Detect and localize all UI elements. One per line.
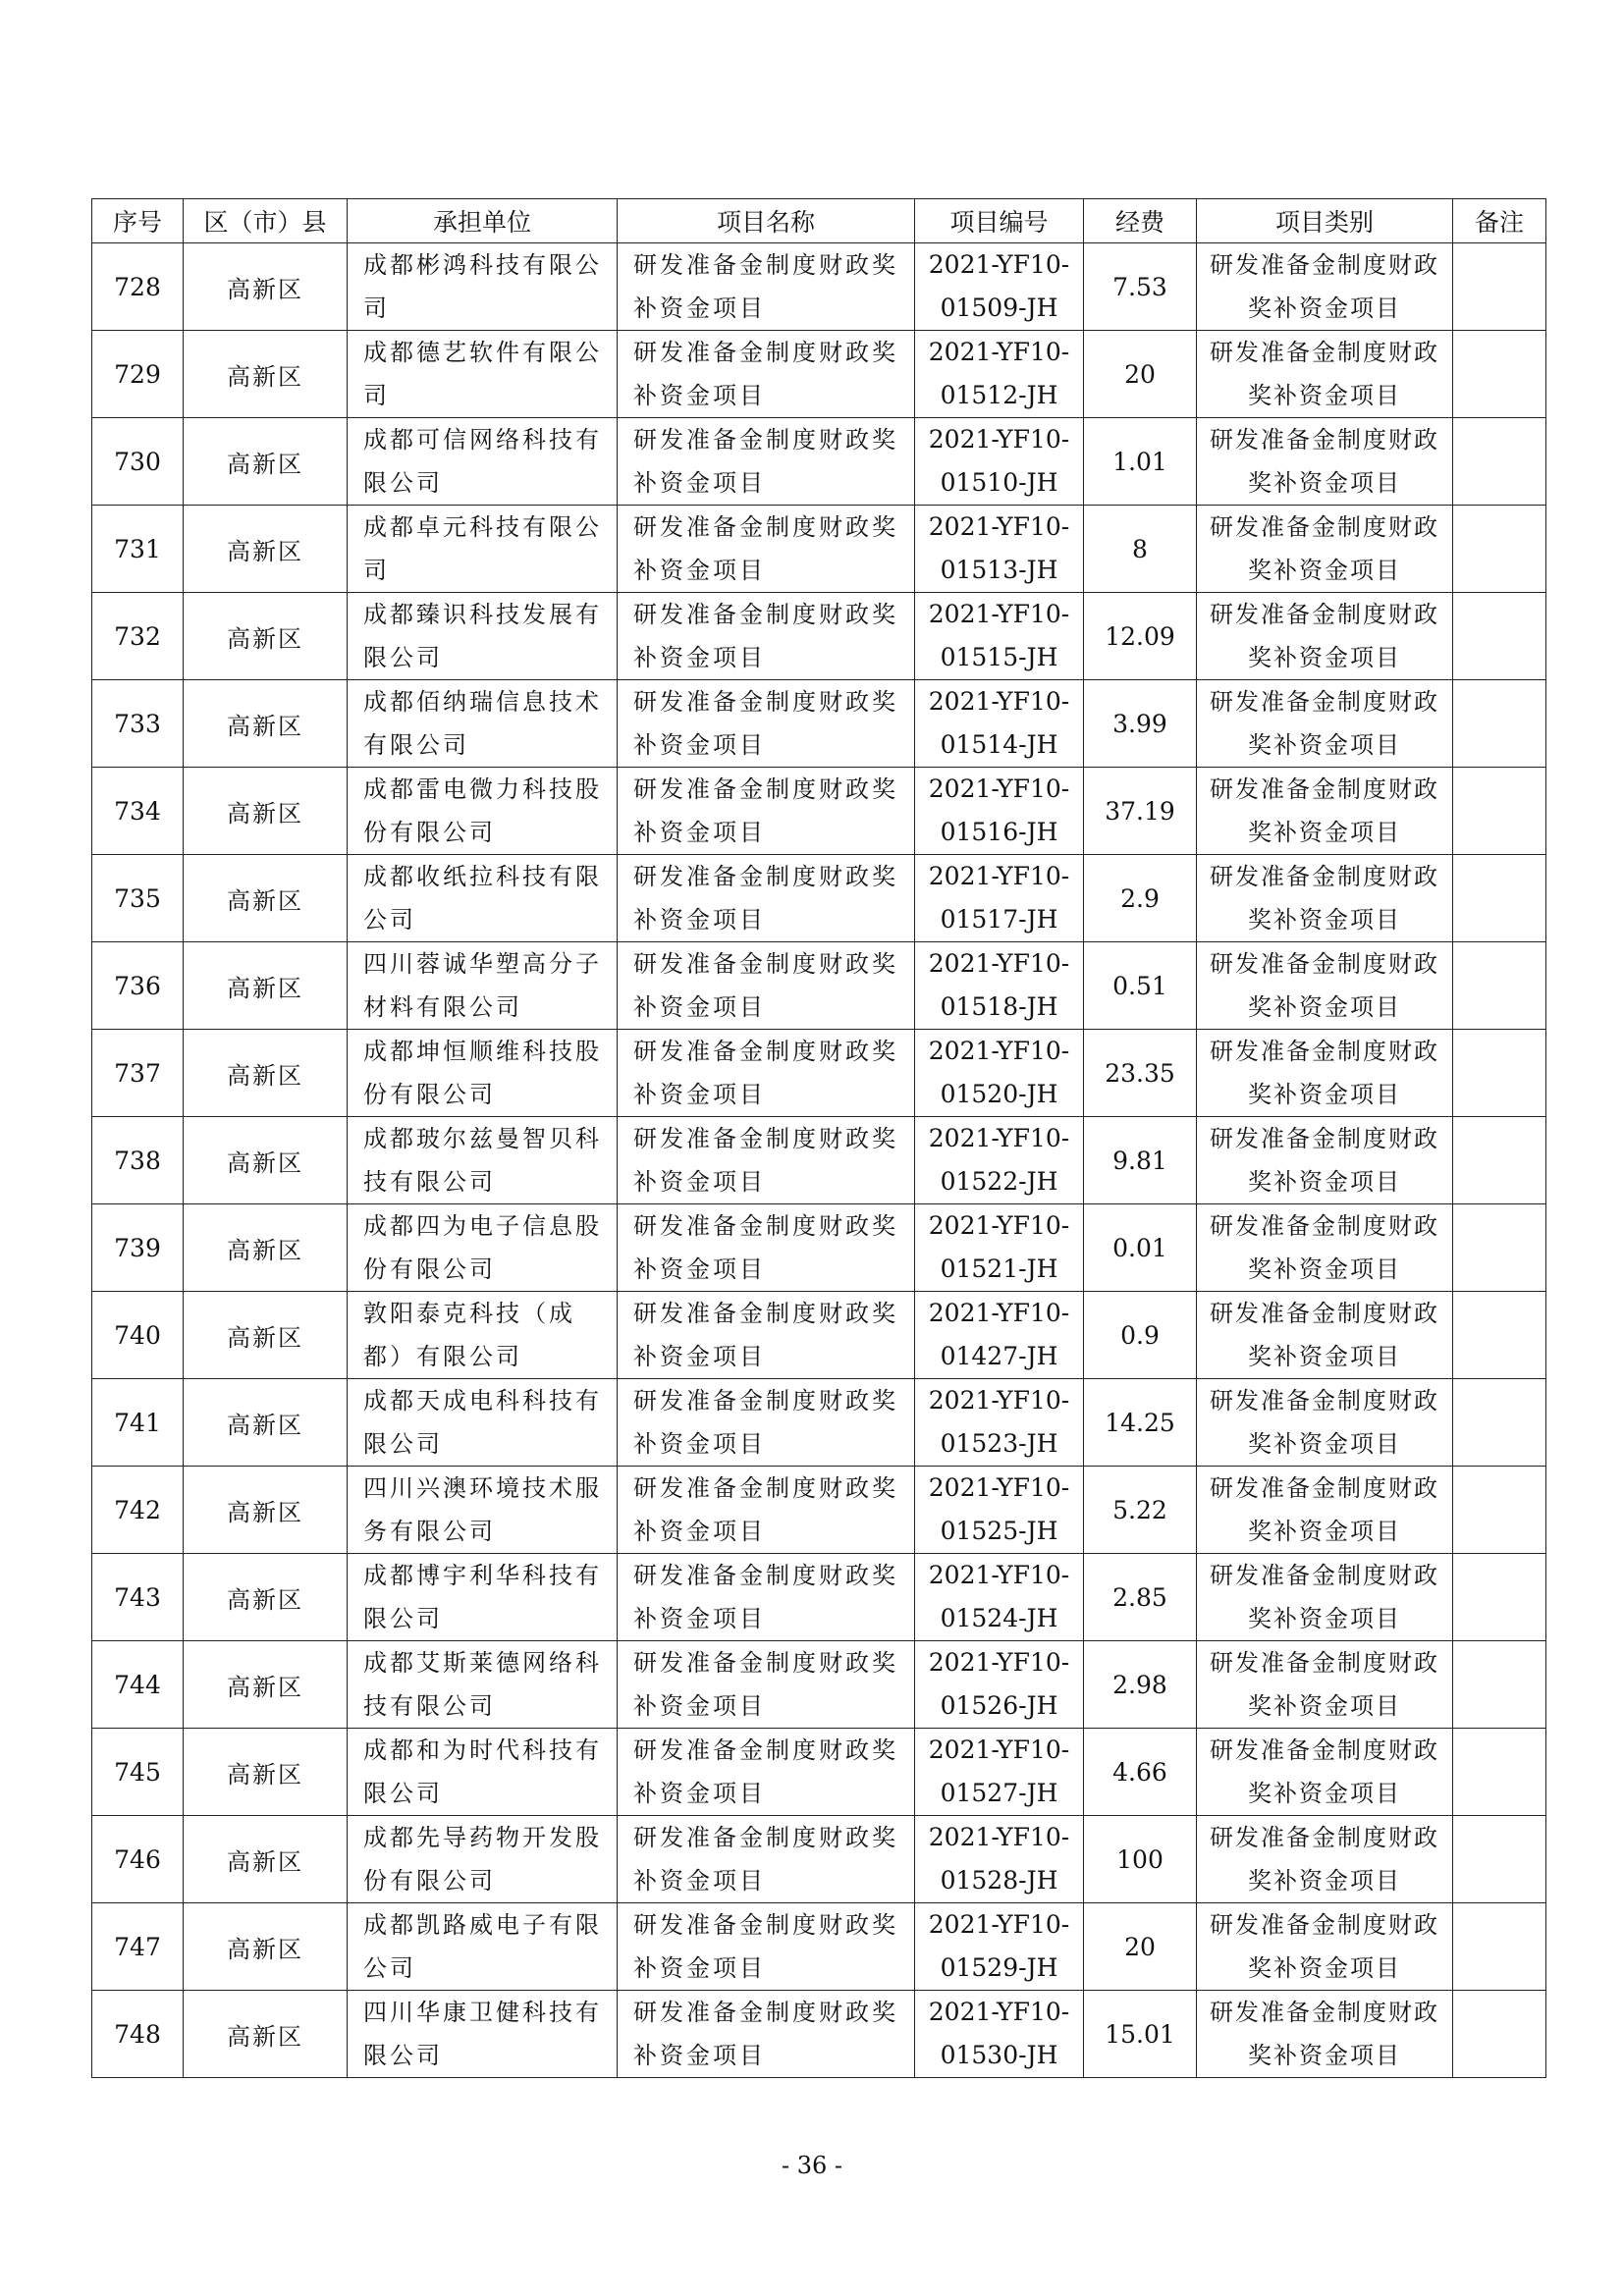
cell-project-name: 研发准备金制度财政奖补资金项目	[618, 593, 915, 680]
cell-serial: 728	[92, 243, 184, 331]
cell-unit: 四川蓉诚华塑高分子材料有限公司	[348, 942, 618, 1030]
header-note: 备注	[1453, 199, 1546, 243]
cell-serial: 734	[92, 768, 184, 855]
cell-fund: 2.85	[1084, 1554, 1197, 1641]
table-row	[92, 1467, 1546, 1554]
cell-unit: 成都坤恒顺维科技股份有限公司	[348, 1030, 618, 1117]
cell-project-code: 2021-YF10-01514-JH	[915, 680, 1084, 768]
table-row	[92, 331, 1546, 418]
cell-unit: 成都四为电子信息股份有限公司	[348, 1204, 618, 1292]
cell-category: 研发准备金制度财政奖补资金项目	[1197, 1467, 1453, 1554]
cell-district: 高新区	[184, 680, 348, 768]
table-row	[92, 1729, 1546, 1816]
cell-note	[1453, 1816, 1546, 1903]
cell-project-code: 2021-YF10-01527-JH	[915, 1729, 1084, 1816]
cell-category: 研发准备金制度财政奖补资金项目	[1197, 1641, 1453, 1729]
cell-unit: 成都艾斯莱德网络科技有限公司	[348, 1641, 618, 1729]
cell-serial: 739	[92, 1204, 184, 1292]
header-district: 区（市）县	[184, 199, 348, 243]
cell-category: 研发准备金制度财政奖补资金项目	[1197, 1991, 1453, 2078]
cell-project-name: 研发准备金制度财政奖补资金项目	[618, 1816, 915, 1903]
cell-district: 高新区	[184, 1641, 348, 1729]
cell-fund: 9.81	[1084, 1117, 1197, 1204]
cell-project-name: 研发准备金制度财政奖补资金项目	[618, 855, 915, 942]
table-row	[92, 418, 1546, 506]
header-row	[92, 199, 1546, 243]
cell-project-name: 研发准备金制度财政奖补资金项目	[618, 1467, 915, 1554]
cell-unit: 成都佰纳瑞信息技术有限公司	[348, 680, 618, 768]
cell-category: 研发准备金制度财政奖补资金项目	[1197, 1554, 1453, 1641]
cell-district: 高新区	[184, 593, 348, 680]
cell-district: 高新区	[184, 1467, 348, 1554]
cell-district: 高新区	[184, 1729, 348, 1816]
cell-category: 研发准备金制度财政奖补资金项目	[1197, 768, 1453, 855]
cell-note	[1453, 1467, 1546, 1554]
cell-note	[1453, 1117, 1546, 1204]
cell-district: 高新区	[184, 1379, 348, 1467]
cell-serial: 744	[92, 1641, 184, 1729]
cell-project-code: 2021-YF10-01517-JH	[915, 855, 1084, 942]
cell-unit: 敦阳泰克科技（成都）有限公司	[348, 1292, 618, 1379]
cell-project-code: 2021-YF10-01526-JH	[915, 1641, 1084, 1729]
cell-serial: 731	[92, 506, 184, 593]
cell-category: 研发准备金制度财政奖补资金项目	[1197, 331, 1453, 418]
cell-category: 研发准备金制度财政奖补资金项目	[1197, 1292, 1453, 1379]
cell-category: 研发准备金制度财政奖补资金项目	[1197, 1816, 1453, 1903]
cell-fund: 0.51	[1084, 942, 1197, 1030]
cell-fund: 14.25	[1084, 1379, 1197, 1467]
cell-project-code: 2021-YF10-01518-JH	[915, 942, 1084, 1030]
cell-serial: 732	[92, 593, 184, 680]
cell-project-code: 2021-YF10-01521-JH	[915, 1204, 1084, 1292]
cell-note	[1453, 1030, 1546, 1117]
table-row	[92, 506, 1546, 593]
cell-unit: 成都博宇利华科技有限公司	[348, 1554, 618, 1641]
cell-unit: 成都收纸拉科技有限公司	[348, 855, 618, 942]
cell-category: 研发准备金制度财政奖补资金项目	[1197, 1379, 1453, 1467]
cell-district: 高新区	[184, 506, 348, 593]
cell-fund: 12.09	[1084, 593, 1197, 680]
cell-note	[1453, 1292, 1546, 1379]
table-row	[92, 243, 1546, 331]
table-row	[92, 1292, 1546, 1379]
cell-project-name: 研发准备金制度财政奖补资金项目	[618, 418, 915, 506]
table-row	[92, 1991, 1546, 2078]
cell-unit: 成都彬鸿科技有限公司	[348, 243, 618, 331]
cell-project-name: 研发准备金制度财政奖补资金项目	[618, 1292, 915, 1379]
table-row	[92, 1030, 1546, 1117]
funding-table	[91, 198, 1546, 2078]
cell-category: 研发准备金制度财政奖补资金项目	[1197, 1117, 1453, 1204]
table-row	[92, 1117, 1546, 1204]
cell-district: 高新区	[184, 768, 348, 855]
table-row	[92, 1379, 1546, 1467]
cell-fund: 37.19	[1084, 768, 1197, 855]
cell-category: 研发准备金制度财政奖补资金项目	[1197, 1729, 1453, 1816]
cell-note	[1453, 1554, 1546, 1641]
cell-project-code: 2021-YF10-01520-JH	[915, 1030, 1084, 1117]
cell-unit: 四川兴澳环境技术服务有限公司	[348, 1467, 618, 1554]
cell-serial: 735	[92, 855, 184, 942]
cell-project-name: 研发准备金制度财政奖补资金项目	[618, 1729, 915, 1816]
cell-project-name: 研发准备金制度财政奖补资金项目	[618, 680, 915, 768]
cell-unit: 成都先导药物开发股份有限公司	[348, 1816, 618, 1903]
table-row	[92, 942, 1546, 1030]
cell-unit: 成都凯路威电子有限公司	[348, 1903, 618, 1991]
cell-district: 高新区	[184, 331, 348, 418]
cell-project-name: 研发准备金制度财政奖补资金项目	[618, 1204, 915, 1292]
cell-serial: 737	[92, 1030, 184, 1117]
cell-category: 研发准备金制度财政奖补资金项目	[1197, 1030, 1453, 1117]
table-row	[92, 1903, 1546, 1991]
cell-fund: 20	[1084, 1903, 1197, 1991]
cell-project-name: 研发准备金制度财政奖补资金项目	[618, 1117, 915, 1204]
cell-note	[1453, 768, 1546, 855]
table-row	[92, 768, 1546, 855]
header-serial: 序号	[92, 199, 184, 243]
cell-unit: 成都德艺软件有限公司	[348, 331, 618, 418]
cell-category: 研发准备金制度财政奖补资金项目	[1197, 942, 1453, 1030]
cell-fund: 2.98	[1084, 1641, 1197, 1729]
cell-district: 高新区	[184, 1816, 348, 1903]
table-row	[92, 1641, 1546, 1729]
cell-district: 高新区	[184, 1292, 348, 1379]
cell-district: 高新区	[184, 1117, 348, 1204]
header-project-name: 项目名称	[618, 199, 915, 243]
cell-fund: 20	[1084, 331, 1197, 418]
cell-fund: 8	[1084, 506, 1197, 593]
cell-district: 高新区	[184, 1030, 348, 1117]
cell-project-code: 2021-YF10-01522-JH	[915, 1117, 1084, 1204]
cell-serial: 738	[92, 1117, 184, 1204]
header-unit: 承担单位	[348, 199, 618, 243]
cell-fund: 15.01	[1084, 1991, 1197, 2078]
cell-serial: 736	[92, 942, 184, 1030]
cell-serial: 743	[92, 1554, 184, 1641]
cell-project-name: 研发准备金制度财政奖补资金项目	[618, 1554, 915, 1641]
table-row	[92, 1816, 1546, 1903]
cell-note	[1453, 1991, 1546, 2078]
page-number: - 36 -	[781, 2152, 842, 2179]
cell-note	[1453, 1729, 1546, 1816]
cell-project-name: 研发准备金制度财政奖补资金项目	[618, 1991, 915, 2078]
cell-serial: 748	[92, 1991, 184, 2078]
cell-project-code: 2021-YF10-01509-JH	[915, 243, 1084, 331]
cell-serial: 746	[92, 1816, 184, 1903]
cell-district: 高新区	[184, 1554, 348, 1641]
table-row	[92, 1204, 1546, 1292]
cell-serial: 741	[92, 1379, 184, 1467]
header-project-code: 项目编号	[915, 199, 1084, 243]
cell-project-code: 2021-YF10-01530-JH	[915, 1991, 1084, 2078]
cell-district: 高新区	[184, 1204, 348, 1292]
cell-category: 研发准备金制度财政奖补资金项目	[1197, 1204, 1453, 1292]
cell-serial: 730	[92, 418, 184, 506]
cell-serial: 740	[92, 1292, 184, 1379]
cell-serial: 733	[92, 680, 184, 768]
cell-project-code: 2021-YF10-01529-JH	[915, 1903, 1084, 1991]
cell-project-name: 研发准备金制度财政奖补资金项目	[618, 1379, 915, 1467]
cell-district: 高新区	[184, 1991, 348, 2078]
cell-unit: 成都和为时代科技有限公司	[348, 1729, 618, 1816]
cell-note	[1453, 1903, 1546, 1991]
cell-district: 高新区	[184, 243, 348, 331]
cell-category: 研发准备金制度财政奖补资金项目	[1197, 243, 1453, 331]
cell-fund: 0.9	[1084, 1292, 1197, 1379]
cell-project-name: 研发准备金制度财政奖补资金项目	[618, 243, 915, 331]
cell-project-code: 2021-YF10-01516-JH	[915, 768, 1084, 855]
cell-note	[1453, 1379, 1546, 1467]
cell-project-name: 研发准备金制度财政奖补资金项目	[618, 942, 915, 1030]
table-row	[92, 680, 1546, 768]
cell-fund: 0.01	[1084, 1204, 1197, 1292]
cell-unit: 成都雷电微力科技股份有限公司	[348, 768, 618, 855]
table-header	[92, 199, 1546, 243]
cell-note	[1453, 942, 1546, 1030]
cell-project-code: 2021-YF10-01525-JH	[915, 1467, 1084, 1554]
cell-category: 研发准备金制度财政奖补资金项目	[1197, 593, 1453, 680]
cell-unit: 成都可信网络科技有限公司	[348, 418, 618, 506]
cell-project-code: 2021-YF10-01513-JH	[915, 506, 1084, 593]
header-category: 项目类别	[1197, 199, 1453, 243]
cell-fund: 7.53	[1084, 243, 1197, 331]
cell-fund: 5.22	[1084, 1467, 1197, 1554]
cell-unit: 成都玻尔兹曼智贝科技有限公司	[348, 1117, 618, 1204]
cell-district: 高新区	[184, 942, 348, 1030]
cell-district: 高新区	[184, 855, 348, 942]
cell-note	[1453, 1641, 1546, 1729]
cell-note	[1453, 855, 1546, 942]
cell-category: 研发准备金制度财政奖补资金项目	[1197, 680, 1453, 768]
cell-note	[1453, 1204, 1546, 1292]
cell-project-code: 2021-YF10-01515-JH	[915, 593, 1084, 680]
cell-project-name: 研发准备金制度财政奖补资金项目	[618, 1903, 915, 1991]
cell-note	[1453, 331, 1546, 418]
cell-serial: 742	[92, 1467, 184, 1554]
cell-project-code: 2021-YF10-01510-JH	[915, 418, 1084, 506]
cell-project-code: 2021-YF10-01523-JH	[915, 1379, 1084, 1467]
cell-unit: 成都卓元科技有限公司	[348, 506, 618, 593]
cell-note	[1453, 593, 1546, 680]
cell-serial: 745	[92, 1729, 184, 1816]
cell-unit: 成都臻识科技发展有限公司	[348, 593, 618, 680]
cell-note	[1453, 680, 1546, 768]
cell-project-code: 2021-YF10-01427-JH	[915, 1292, 1084, 1379]
table-row	[92, 593, 1546, 680]
cell-serial: 729	[92, 331, 184, 418]
cell-fund: 4.66	[1084, 1729, 1197, 1816]
cell-project-name: 研发准备金制度财政奖补资金项目	[618, 1641, 915, 1729]
cell-unit: 四川华康卫健科技有限公司	[348, 1991, 618, 2078]
cell-category: 研发准备金制度财政奖补资金项目	[1197, 1903, 1453, 1991]
cell-category: 研发准备金制度财政奖补资金项目	[1197, 506, 1453, 593]
table-row	[92, 1554, 1546, 1641]
cell-note	[1453, 506, 1546, 593]
cell-fund: 1.01	[1084, 418, 1197, 506]
cell-fund: 23.35	[1084, 1030, 1197, 1117]
cell-note	[1453, 243, 1546, 331]
cell-category: 研发准备金制度财政奖补资金项目	[1197, 418, 1453, 506]
table-row	[92, 855, 1546, 942]
header-fund: 经费	[1084, 199, 1197, 243]
cell-unit: 成都天成电科科技有限公司	[348, 1379, 618, 1467]
cell-category: 研发准备金制度财政奖补资金项目	[1197, 855, 1453, 942]
table-body	[92, 243, 1546, 2078]
cell-fund: 2.9	[1084, 855, 1197, 942]
cell-project-name: 研发准备金制度财政奖补资金项目	[618, 768, 915, 855]
cell-project-name: 研发准备金制度财政奖补资金项目	[618, 1030, 915, 1117]
cell-project-code: 2021-YF10-01524-JH	[915, 1554, 1084, 1641]
cell-fund: 3.99	[1084, 680, 1197, 768]
cell-project-name: 研发准备金制度财政奖补资金项目	[618, 331, 915, 418]
cell-project-name: 研发准备金制度财政奖补资金项目	[618, 506, 915, 593]
cell-fund: 100	[1084, 1816, 1197, 1903]
cell-district: 高新区	[184, 418, 348, 506]
cell-project-code: 2021-YF10-01528-JH	[915, 1816, 1084, 1903]
cell-note	[1453, 418, 1546, 506]
cell-serial: 747	[92, 1903, 184, 1991]
cell-project-code: 2021-YF10-01512-JH	[915, 331, 1084, 418]
cell-district: 高新区	[184, 1903, 348, 1991]
